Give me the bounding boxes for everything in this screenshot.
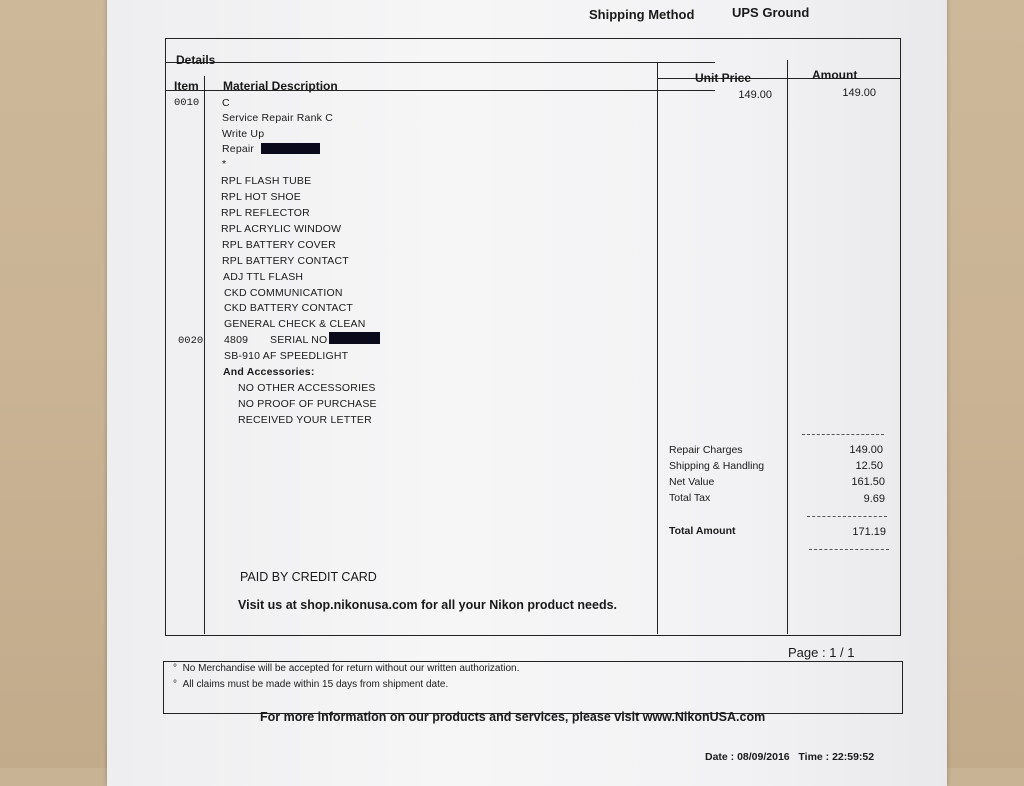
- table-header-rule-right: [657, 78, 900, 79]
- desc-line: ADJ TTL FLASH: [223, 271, 304, 283]
- time-text: Time : 22:59:52: [798, 751, 875, 763]
- desc-line: GENERAL CHECK & CLEAN: [224, 318, 366, 330]
- note-text: All claims must be made within 15 days from shipment date.: [182, 679, 449, 690]
- item-number-0010: 0010: [174, 97, 200, 109]
- net-value-label: Net Value: [669, 476, 715, 488]
- column-header-amount: Amount: [812, 68, 858, 82]
- table-title: Details: [176, 53, 216, 67]
- desc-line: RPL BATTERY CONTACT: [222, 255, 349, 267]
- desc-line: Repair: [222, 143, 255, 155]
- column-header-unit-price: Unit Price: [695, 71, 752, 85]
- redaction-bar: [329, 332, 380, 344]
- total-tax-value: 9.69: [863, 493, 885, 505]
- summary-divider: [802, 434, 884, 435]
- shipping-method-label: Shipping Method: [589, 7, 695, 22]
- summary-divider: [807, 516, 887, 517]
- desc-line: Service Repair Rank C: [222, 112, 333, 124]
- shipping-handling-value: 12.50: [855, 460, 883, 472]
- accessory-line: NO OTHER ACCESSORIES: [238, 382, 376, 394]
- column-header-item: Item: [174, 79, 199, 93]
- visit-note: Visit us at shop.nikonusa.com for all your Nikon product needs.: [238, 598, 617, 612]
- accessory-line: NO PROOF OF PURCHASE: [238, 398, 377, 410]
- desc-line: CKD BATTERY CONTACT: [224, 302, 354, 314]
- item1-amount: 149.00: [842, 87, 876, 99]
- repair-charges-label: Repair Charges: [669, 444, 743, 456]
- more-info-line: For more information on our products and services, please visit www.NikonUSA.com: [260, 710, 766, 724]
- desc-line: RPL ACRYLIC WINDOW: [221, 223, 342, 235]
- date-text: Date : 08/09/2016: [705, 751, 790, 763]
- shipping-method-value: UPS Ground: [732, 5, 810, 20]
- redaction-bar: [261, 143, 320, 154]
- desc-line: Write Up: [222, 128, 265, 140]
- item1-unit-price: 149.00: [738, 89, 772, 101]
- note-text: No Merchandise will be accepted for return without our written authorization.: [182, 663, 520, 674]
- column-divider-amount: [787, 60, 788, 634]
- desc-line: RPL BATTERY COVER: [222, 239, 336, 251]
- invoice-page: [107, 0, 947, 786]
- page-number: Page : 1 / 1: [788, 645, 855, 660]
- desc-line: RPL HOT SHOE: [221, 191, 302, 203]
- summary-divider: [809, 549, 889, 550]
- item2-model: 4809: [224, 334, 249, 346]
- total-tax-label: Total Tax: [669, 492, 711, 504]
- desc-line: C: [222, 97, 230, 109]
- repair-charges-value: 149.00: [849, 444, 883, 456]
- note-item: ° All claims must be made within 15 days from shipment date.: [173, 679, 449, 690]
- total-amount-value: 171.19: [852, 526, 886, 538]
- note-item: ° No Merchandise will be accepted for return without our written authorization.: [173, 663, 520, 674]
- column-divider-item: [204, 76, 205, 634]
- net-value-value: 161.50: [851, 476, 885, 488]
- desc-line: RPL REFLECTOR: [221, 207, 310, 219]
- item-number-0020: 0020: [178, 335, 204, 347]
- item2-product: SB-910 AF SPEEDLIGHT: [224, 350, 349, 362]
- item2-serial-label: SERIAL NO: [270, 334, 328, 346]
- column-divider-unit-price: [657, 62, 658, 634]
- desc-line: CKD COMMUNICATION: [224, 287, 343, 299]
- column-header-description: Material Description: [223, 79, 338, 93]
- print-date: [705, 751, 874, 763]
- item2-accessories-label: And Accessories:: [223, 366, 315, 378]
- desc-line: *: [222, 158, 227, 170]
- accessory-line: RECEIVED YOUR LETTER: [238, 414, 372, 426]
- table-title-rule: [165, 62, 715, 63]
- total-amount-label: Total Amount: [669, 525, 736, 537]
- paid-note: PAID BY CREDIT CARD: [240, 570, 377, 584]
- shipping-handling-label: Shipping & Handling: [669, 460, 765, 472]
- desc-line: RPL FLASH TUBE: [221, 175, 312, 187]
